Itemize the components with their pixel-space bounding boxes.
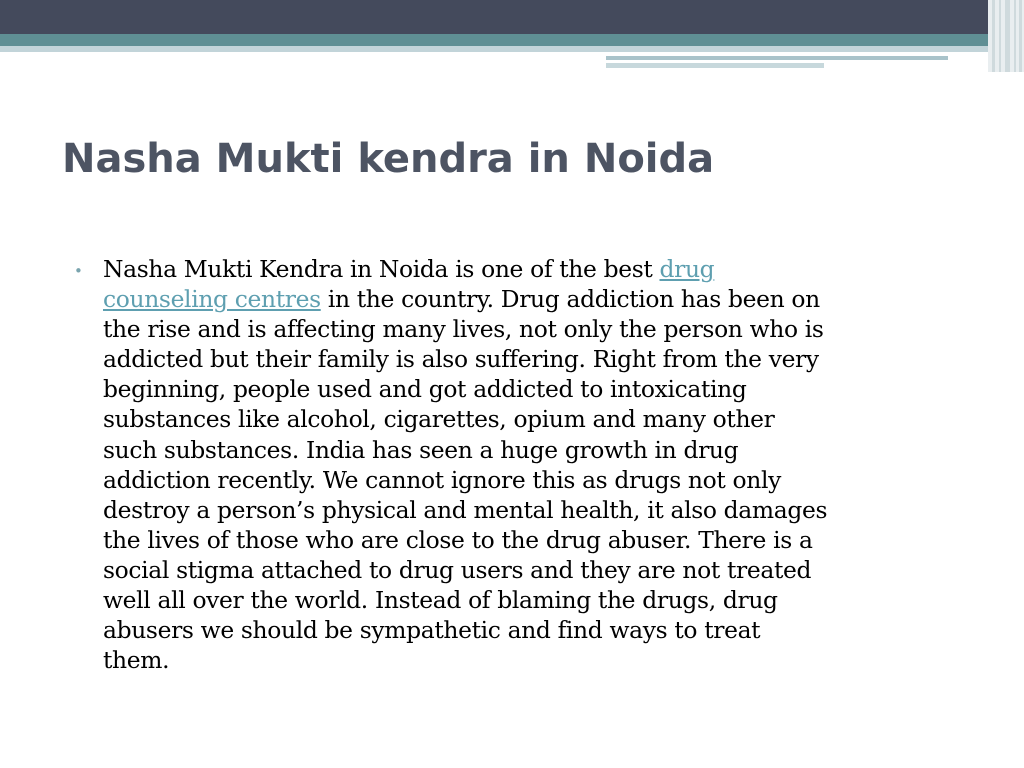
body-line: well all over the world. Instead of blaming the drugs, drug <box>103 586 778 615</box>
drug-counseling-link[interactable]: drug <box>659 255 715 283</box>
body-line: beginning, people used and got addicted to intoxicating <box>103 375 747 404</box>
body-line <box>103 254 973 284</box>
header-band-dark <box>0 0 1024 34</box>
body-line: them. <box>103 646 170 675</box>
slide-body-paragraph <box>103 254 973 675</box>
drug-counseling-link-continued[interactable]: counseling centres <box>103 285 321 314</box>
body-line: social stigma attached to drug users and they are not treated <box>103 555 812 584</box>
body-line: abusers we should be sympathetic and find ways to treat <box>103 616 761 645</box>
body-line: addiction recently. We cannot ignore this as drugs not only <box>103 465 781 494</box>
header-band-teal <box>0 34 1024 46</box>
stripe <box>992 0 995 72</box>
slide-title: Nasha Mukti kendra in Noida <box>62 136 715 182</box>
body-line: the rise and is affecting many lives, not only the person who is <box>103 315 824 344</box>
stripe <box>1005 0 1010 72</box>
header-accent-line <box>606 56 948 60</box>
header-side-stripes <box>988 0 1024 72</box>
body-line <box>103 284 973 314</box>
stripe <box>1019 0 1022 72</box>
body-line: destroy a person’s physical and mental health, it also damages <box>103 495 828 524</box>
body-line: such substances. India has seen a huge growth in drug <box>103 435 739 464</box>
header-band-light <box>0 46 1024 52</box>
stripe <box>999 0 1001 72</box>
body-line: addicted but their family is also suffering. Right from the very <box>103 345 819 374</box>
body-line: the lives of those who are close to the drug abuser. There is a <box>103 525 813 554</box>
header-accent-line-short <box>606 63 824 68</box>
body-line: substances like alcohol, cigarettes, opium and many other <box>103 405 775 434</box>
stripe <box>1014 0 1016 72</box>
body-text-intro: Nasha Mukti Kendra in Noida is one of the best <box>103 255 660 283</box>
bullet-icon: • <box>74 262 83 280</box>
body-text-segment: in the country. Drug addiction has been on <box>320 285 820 314</box>
